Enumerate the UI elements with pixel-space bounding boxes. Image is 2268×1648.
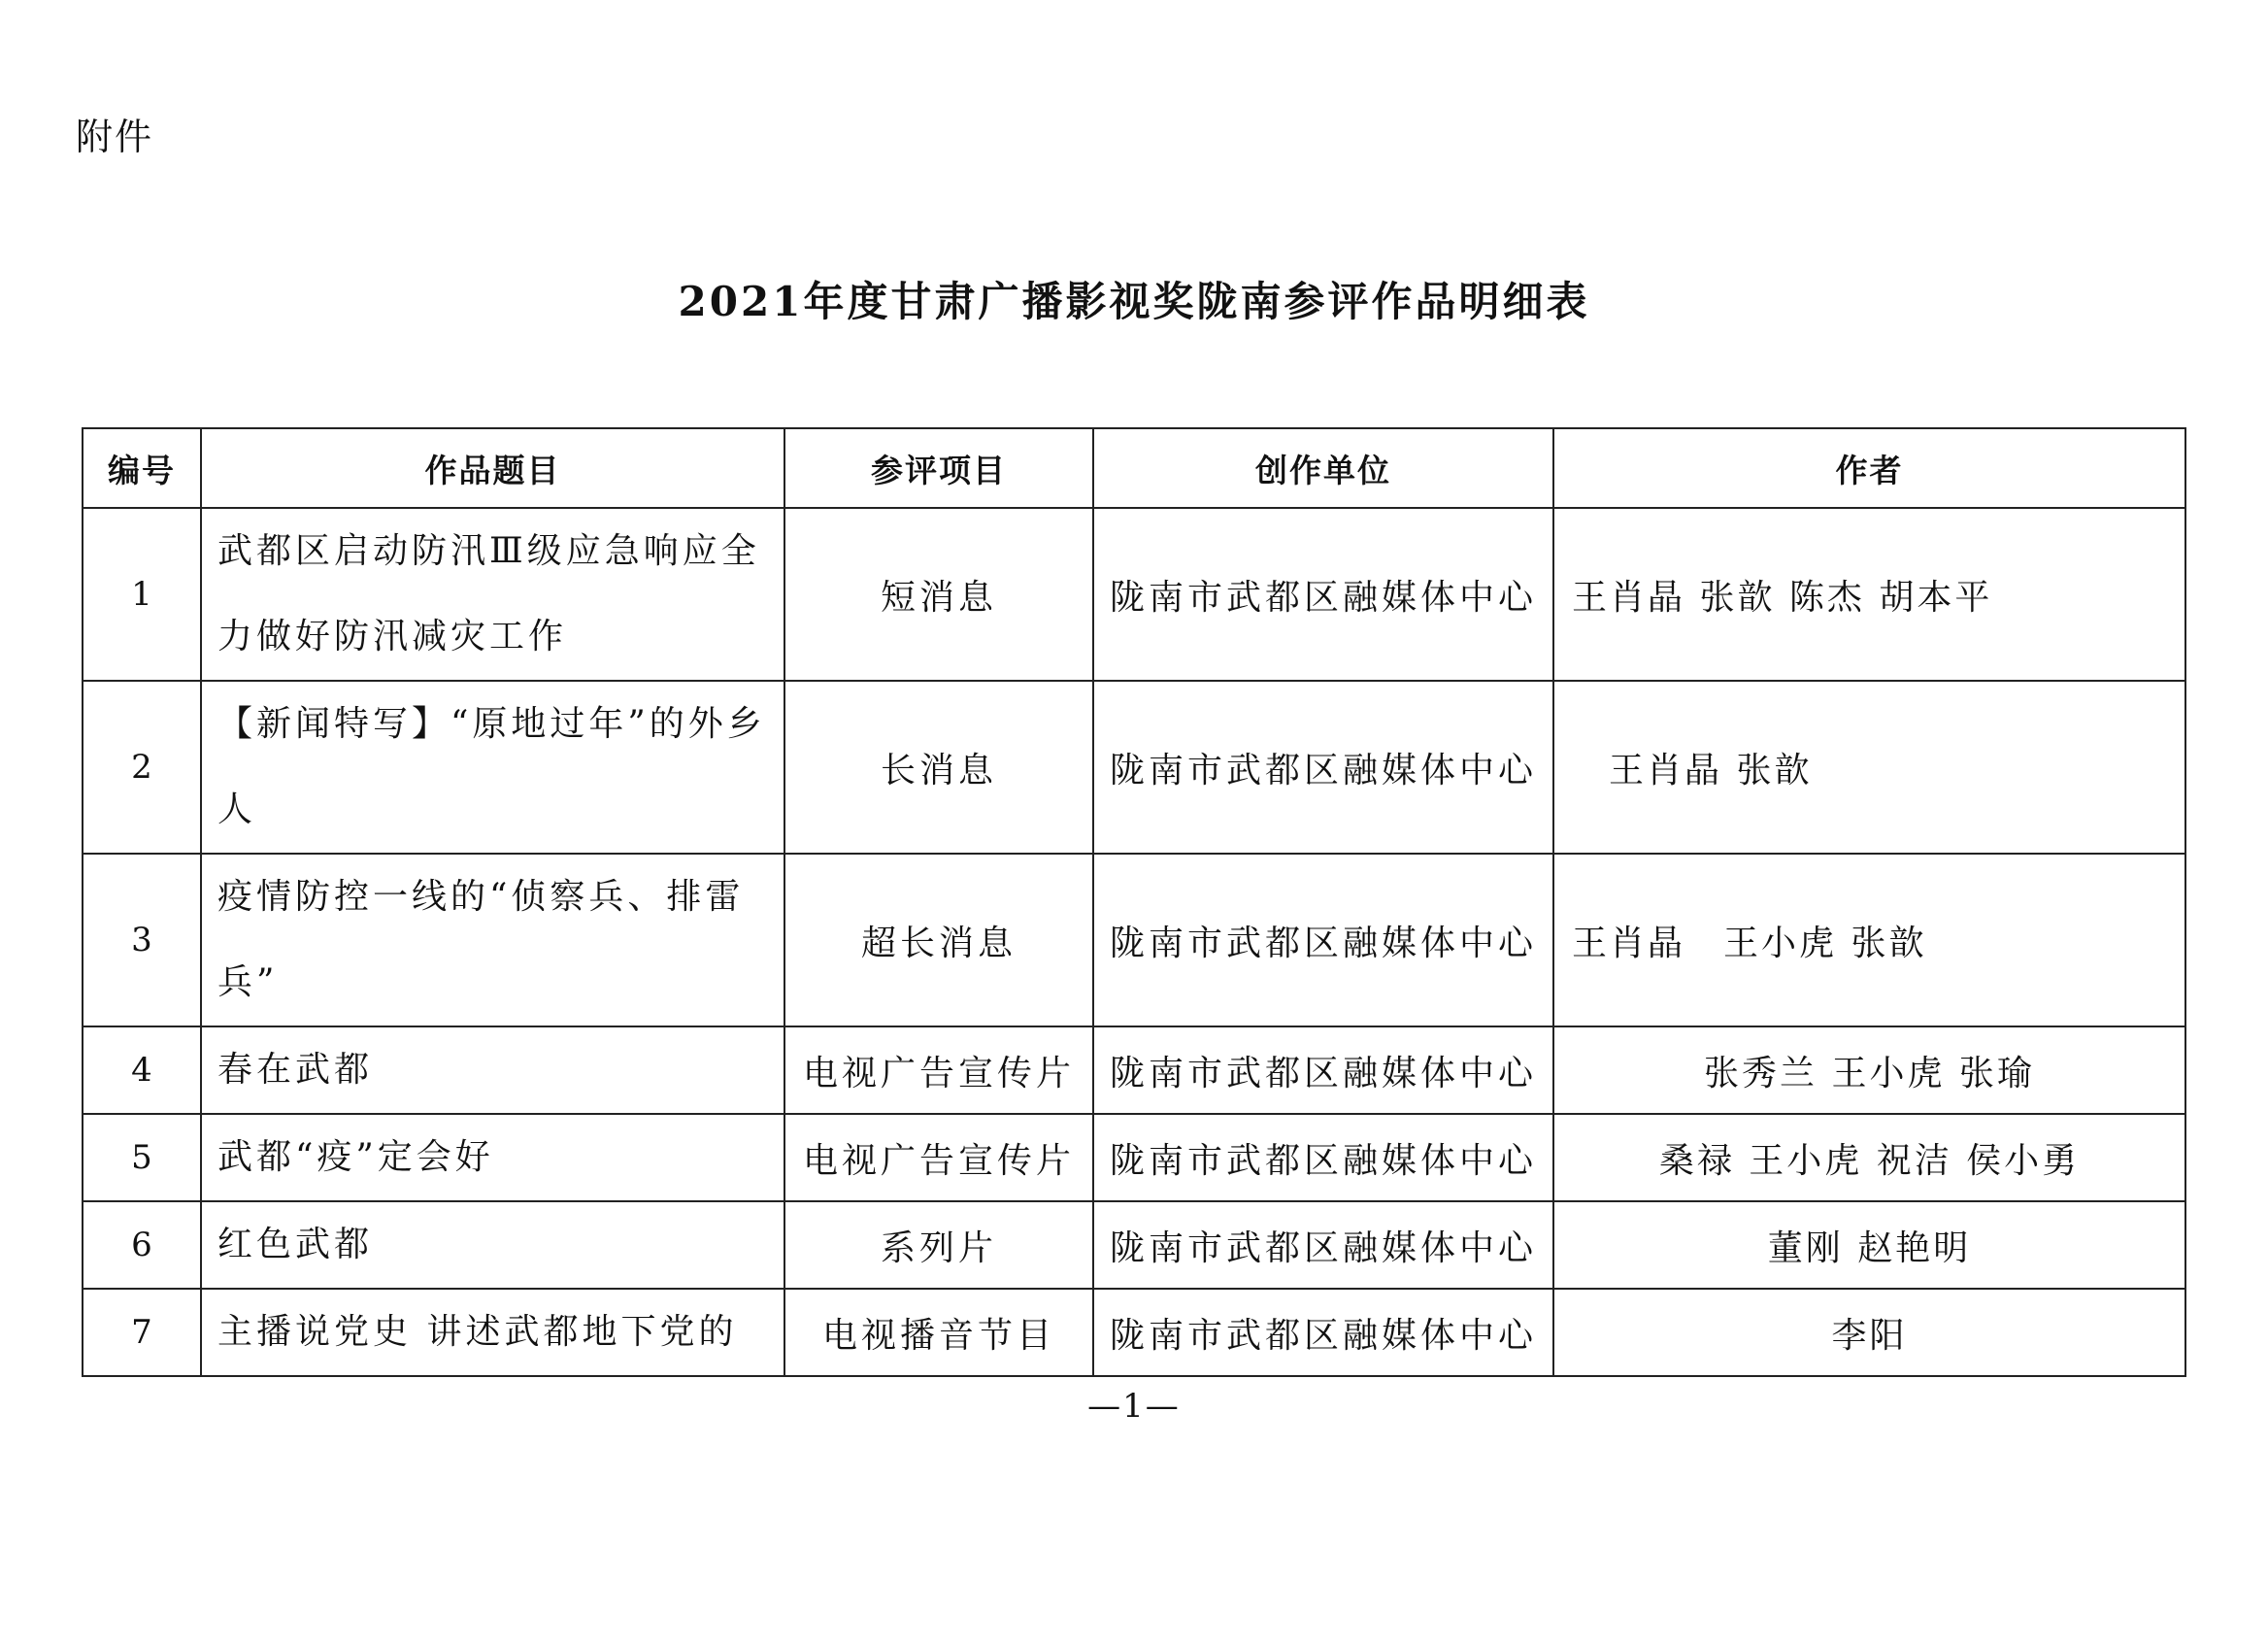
table-row	[83, 1114, 2185, 1201]
header-category: 参评项目	[784, 428, 1093, 508]
row-unit: 陇南市武都区融媒体中心	[1093, 681, 1553, 854]
row-unit: 陇南市武都区融媒体中心	[1093, 1114, 1553, 1201]
row-title: 春在武都	[201, 1026, 784, 1114]
row-category: 短消息	[784, 508, 1093, 681]
row-authors: 张秀兰 王小虎 张瑜	[1553, 1026, 2185, 1114]
row-authors: 桑禄 王小虎 祝洁 侯小勇	[1553, 1114, 2185, 1201]
header-title: 作品题目	[201, 428, 784, 508]
row-authors: 李阳	[1553, 1289, 2185, 1376]
row-unit: 陇南市武都区融媒体中心	[1093, 854, 1553, 1026]
row-category: 长消息	[784, 681, 1093, 854]
header-authors: 作者	[1553, 428, 2185, 508]
row-title: 武都区启动防汛Ⅲ级应急响应全力做好防汛减灾工作	[201, 508, 784, 681]
row-unit: 陇南市武都区融媒体中心	[1093, 1289, 1553, 1376]
row-number: 4	[83, 1026, 201, 1114]
row-number: 6	[83, 1201, 201, 1289]
row-unit: 陇南市武都区融媒体中心	[1093, 1026, 1553, 1114]
table-row	[83, 1026, 2185, 1114]
row-category: 超长消息	[784, 854, 1093, 1026]
table-row	[83, 854, 2185, 1026]
page-number: —1—	[1087, 1387, 1181, 1426]
table-row	[83, 1289, 2185, 1376]
header-unit: 创作单位	[1093, 428, 1553, 508]
table-header-row	[83, 428, 2185, 508]
row-number: 7	[83, 1289, 201, 1376]
row-category: 电视播音节目	[784, 1289, 1093, 1376]
row-unit: 陇南市武都区融媒体中心	[1093, 508, 1553, 681]
row-category: 系列片	[784, 1201, 1093, 1289]
row-number: 3	[83, 854, 201, 1026]
header-number: 编号	[83, 428, 201, 508]
row-authors: 王肖晶 张歆 陈杰 胡本平	[1553, 508, 2185, 681]
row-title: 主播说党史 讲述武都地下党的	[201, 1289, 784, 1376]
row-unit: 陇南市武都区融媒体中心	[1093, 1201, 1553, 1289]
row-number: 5	[83, 1114, 201, 1201]
row-number: 2	[83, 681, 201, 854]
row-authors: 董刚 赵艳明	[1553, 1201, 2185, 1289]
row-title: 疫情防控一线的“侦察兵、排雷兵”	[201, 854, 784, 1026]
row-number: 1	[83, 508, 201, 681]
table-row	[83, 1201, 2185, 1289]
row-title: 【新闻特写】“原地过年”的外乡人	[201, 681, 784, 854]
attachment-label: 附件	[76, 116, 154, 158]
table-row	[83, 681, 2185, 854]
row-title: 红色武都	[201, 1201, 784, 1289]
page-title: 2021年度甘肃广播影视奖陇南参评作品明细表	[678, 278, 1590, 325]
row-category: 电视广告宣传片	[784, 1114, 1093, 1201]
row-category: 电视广告宣传片	[784, 1026, 1093, 1114]
table-row	[83, 508, 2185, 681]
row-title: 武都“疫”定会好	[201, 1114, 784, 1201]
entries-table	[82, 427, 2186, 1377]
row-authors: 王肖晶 王小虎 张歆	[1553, 854, 2185, 1026]
row-authors: 王肖晶 张歆	[1553, 681, 2185, 854]
